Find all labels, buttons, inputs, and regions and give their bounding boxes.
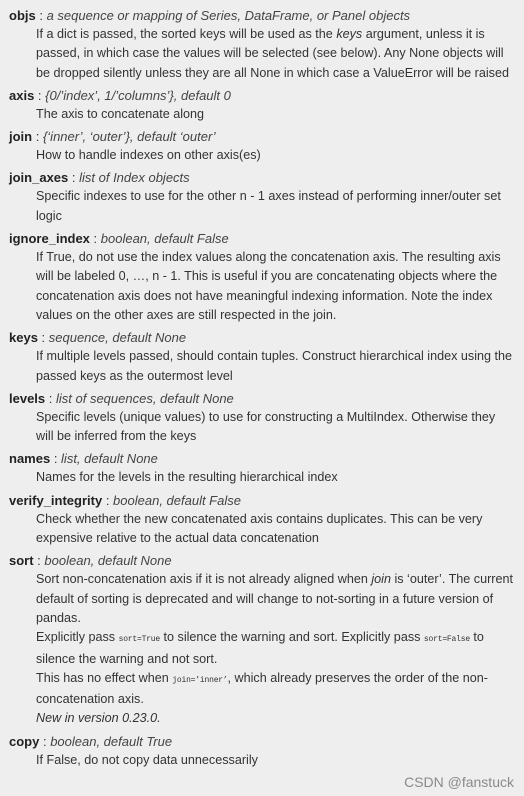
param-header (9, 449, 516, 468)
param-description (36, 408, 516, 447)
description-paragraph (36, 468, 516, 487)
param-separator: : (35, 8, 47, 23)
param-separator: : (39, 733, 51, 749)
param-type: boolean, default False (100, 231, 229, 247)
text-run: argument, unless it is passed, in which case the values will be selected (see below). Any None objects will be dropped silently unless they are all None in which case a ValueError will be raised (36, 27, 509, 80)
param-description (36, 751, 516, 770)
param-type: {0/’index’, 1/’columns’}, default 0 (45, 87, 231, 103)
inline-code: sort=True (118, 635, 161, 645)
param-type: boolean, default None (44, 553, 172, 569)
param-description (36, 347, 516, 386)
param-name: objs (9, 8, 36, 23)
param-objs (9, 6, 516, 83)
param-description (36, 570, 516, 728)
param-name: verify_integrity (9, 492, 103, 508)
param-description (36, 105, 516, 124)
param-separator: : (37, 330, 49, 346)
param-type: {‘inner’, ‘outer’}, default ‘outer’ (42, 129, 216, 145)
param-type: boolean, default False (113, 492, 241, 508)
param-separator: : (32, 129, 43, 145)
param-name: join (9, 129, 33, 145)
text-run: to silence the warning and not sort. (36, 630, 484, 666)
text-run: How to handle indexes on other axis(es) (36, 148, 261, 163)
param-separator: : (102, 492, 114, 508)
param-description (36, 510, 516, 549)
version-note (36, 709, 516, 728)
param-levels (9, 389, 516, 447)
description-paragraph (36, 105, 516, 124)
param-separator: : (45, 390, 56, 406)
text-run: If True, do not use the index values along the concatenation axis. The resulting axis will be labeled 0, …, n - 1. This is useful if you are concatenating objects where the concatenation axis does not have meaningful indexing information. Note the index values on the other axes are still respected in the join. (36, 250, 501, 322)
param-header (9, 86, 516, 105)
param-name: axis (9, 87, 35, 103)
description-paragraph (36, 248, 516, 325)
text-run: Sort non-concatenation axis if it is not already aligned when (36, 572, 372, 587)
param-name: keys (9, 330, 38, 346)
inline-code: join=’inner’ (172, 675, 228, 685)
emphasis-run: keys (336, 27, 363, 41)
param-name: names (9, 451, 51, 467)
param-join (9, 127, 516, 165)
param-separator: : (34, 87, 46, 103)
param-separator: : (89, 231, 101, 247)
param-axis (9, 86, 516, 124)
text-run: If False, do not copy data unnecessarily (36, 752, 258, 767)
watermark: CSDN @fanstuck (404, 774, 514, 790)
text-run: Explicitly pass (36, 630, 119, 645)
param-header (9, 168, 516, 187)
param-type: list of Index objects (79, 170, 190, 186)
param-separator: : (33, 553, 45, 569)
description-paragraph (36, 25, 516, 83)
param-type: list, default None (61, 451, 158, 467)
text-run: Specific levels (unique values) to use for constructing a MultiIndex. Otherwise they will be inferred from the keys (36, 409, 496, 444)
param-description (36, 248, 516, 325)
param-header (9, 127, 516, 146)
description-paragraph (36, 510, 516, 549)
param-type: sequence, default None (48, 330, 187, 346)
param-verify-integrity (9, 491, 516, 549)
param-name: levels (9, 390, 46, 406)
param-name: copy (9, 733, 40, 749)
emphasis-run: New in version 0.23.0. (36, 711, 161, 726)
description-paragraph (36, 408, 516, 447)
param-names (9, 449, 516, 487)
param-description (36, 146, 516, 165)
text-run: Specific indexes to use for the other n - 1 axes instead of performing inner/outer set logic (36, 189, 501, 223)
param-ignore-index (9, 229, 516, 325)
param-header (9, 229, 516, 248)
param-copy (9, 732, 516, 770)
param-keys (9, 328, 516, 386)
param-header (9, 328, 516, 347)
text-run: , which already preserves the order of the non-concatenation axis. (36, 670, 488, 707)
inline-code: sort=False (423, 635, 470, 645)
param-separator: : (50, 451, 62, 467)
param-type: list of sequences, default None (56, 390, 234, 406)
param-description (36, 468, 516, 487)
text-run: Check whether the new concatenated axis contains duplicates. This can be very expensive relative to the actual data concatenation (36, 511, 483, 546)
description-paragraph (36, 146, 516, 165)
param-join-axes (9, 168, 516, 226)
param-description (36, 187, 516, 226)
param-name: join_axes (9, 170, 69, 186)
emphasis-run: join (371, 572, 391, 587)
text-run: to silence the warning and sort. Explicitly pass (160, 630, 424, 645)
param-header (9, 732, 516, 751)
description-paragraph (36, 570, 516, 628)
text-run: The axis to concatenate along (36, 106, 205, 121)
param-header (9, 491, 516, 510)
param-header (9, 551, 516, 570)
text-run: This has no effect when (36, 670, 173, 685)
param-type: a sequence or mapping of Series, DataFrame, or Panel objects (46, 8, 411, 23)
text-run: If multiple levels passed, should contain tuples. Construct hierarchical index using the passed keys as the outermost level (36, 349, 513, 383)
text-run: Names for the levels in the resulting hierarchical index (36, 470, 338, 485)
param-type: boolean, default True (50, 733, 173, 749)
text-run: If a dict is passed, the sorted keys will be used as the (36, 27, 337, 41)
text-run: is ‘outer’. The current default of sorting is deprecated and will change to not-sorting in a future version of pandas. (36, 572, 513, 625)
description-paragraph (36, 187, 516, 226)
param-name: ignore_index (9, 231, 90, 247)
description-paragraph (36, 347, 516, 386)
description-paragraph (36, 628, 516, 669)
param-header (9, 6, 516, 25)
description-paragraph (36, 751, 516, 770)
param-description (36, 25, 516, 83)
description-paragraph (36, 669, 516, 710)
param-header (9, 389, 516, 408)
param-name: sort (9, 553, 34, 569)
param-separator: : (68, 170, 80, 186)
param-sort (9, 551, 516, 728)
